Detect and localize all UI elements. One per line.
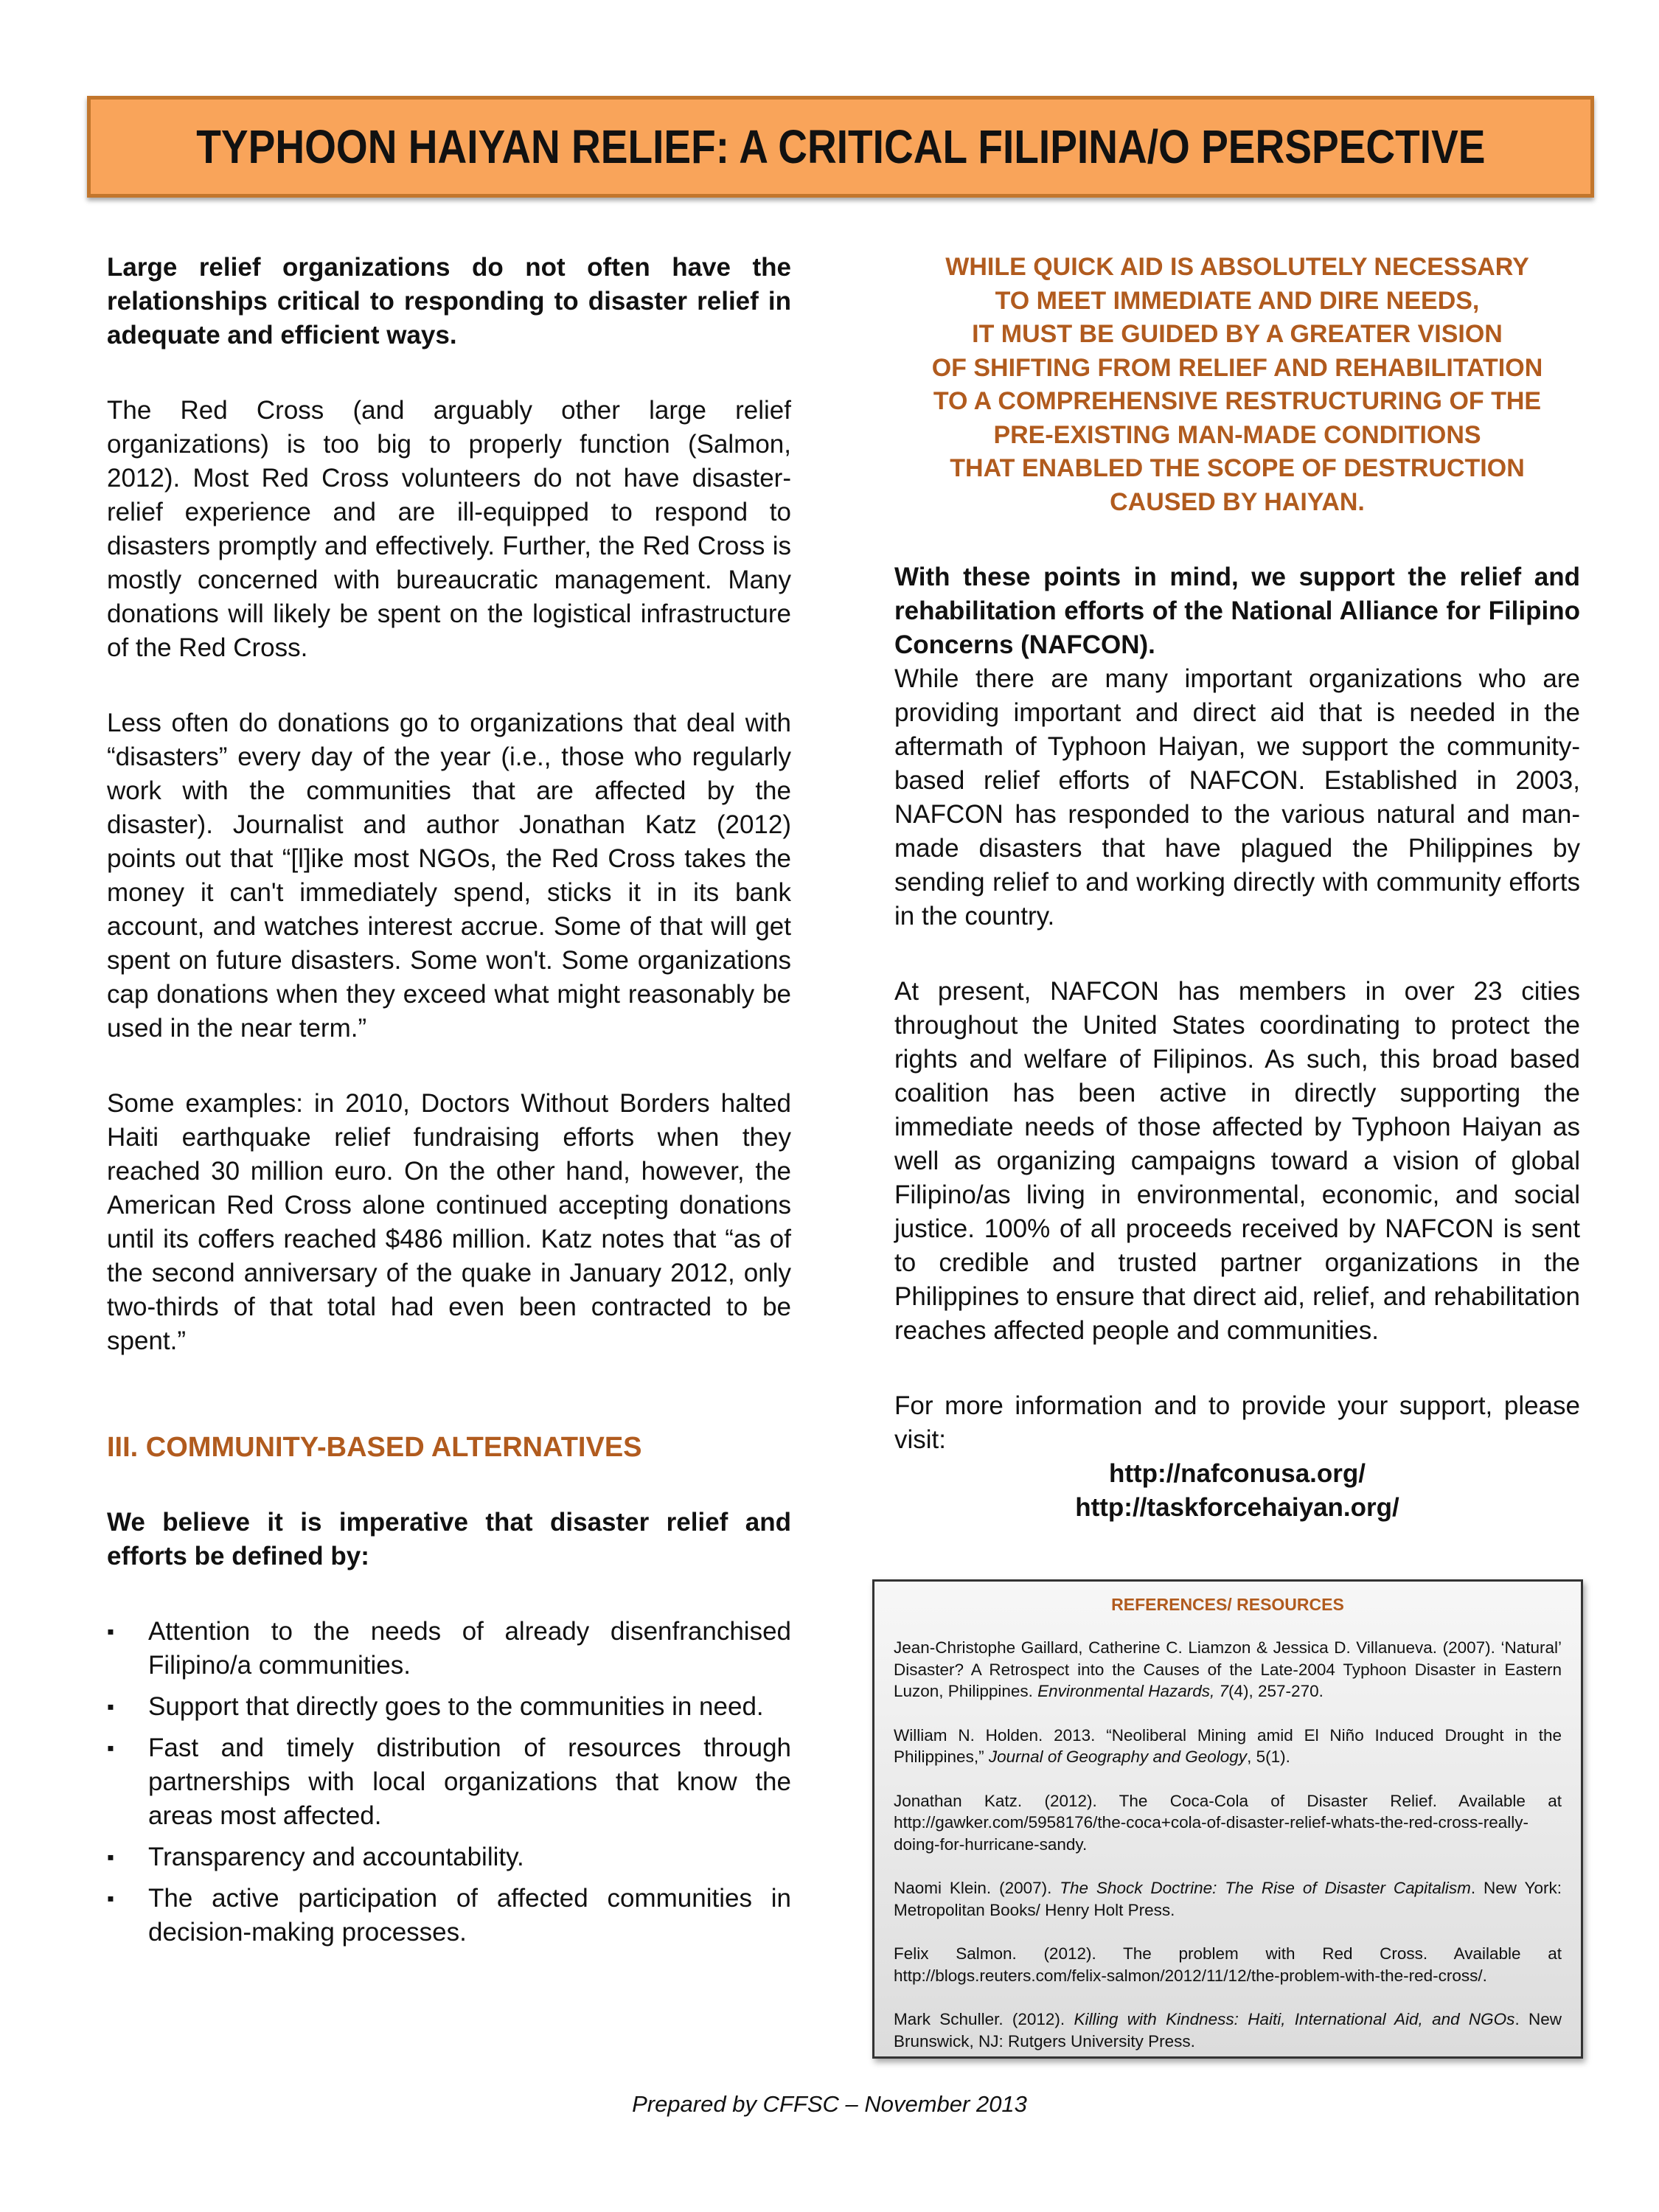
more-info: For more information and to provide your support, please visit: xyxy=(894,1391,1580,1454)
reference-item: William N. Holden. 2013. “Neoliberal Mining amid El Niño Induced Drought in the Philippines,” Journal of Geography and Geology, 5(1). xyxy=(894,1725,1562,1766)
list-item: ▪ Transparency and accountability. xyxy=(107,1840,791,1874)
right-column xyxy=(894,251,1580,1525)
list-item: ▪ Fast and timely distribution of resources through partnerships with local organizations that know the areas most affected. xyxy=(107,1731,791,1833)
reference-item: Mark Schuller. (2012). Killing with Kindness: Haiti, International Aid, and NGOs. New Brunswick, NJ: Rutgers University Press. xyxy=(894,2010,1562,2051)
links-block xyxy=(894,1457,1580,1525)
reference-item: Naomi Klein. (2007). The Shock Doctrine: The Rise of Disaster Capitalism. New York: Metropolitan Books/ Henry Holt Press. xyxy=(894,1879,1562,1919)
present-paragraph: At present, NAFCON has members in over 23 cities throughout the United States coordinating to protect the rights and welfare of Filipinos. As such, this broad based coalition has been active in directly supporting the immediate needs of those affected by Typhoon Haiyan as well as organizing campaigns toward a vision of global Filipino/as living in environmental, economic, and social justice. 100% of all proceeds received by NAFCON is sent to credible and trusted partner organizations in the Philippines to ensure that direct aid, relief, and rehabilitation reaches affected people and communities. xyxy=(894,977,1580,1345)
principles-list xyxy=(107,1615,791,1950)
intro-paragraph: Large relief organizations do not often have the relationships critical to responding to disaster relief in adequate and efficient ways. xyxy=(107,253,791,349)
list-item: ▪ Support that directly goes to the communities in need. xyxy=(107,1690,791,1724)
page-title: TYPHOON HAIYAN RELIEF: A CRITICAL FILIPINA/O PERSPECTIVE xyxy=(195,120,1486,173)
support-statement: With these points in mind, we support the relief and rehabilitation efforts of the National Alliance for Filipino Concerns (NAFCON). xyxy=(894,563,1580,659)
bullet-icon: ▪ xyxy=(107,1695,114,1718)
reference-item: Jonathan Katz. (2012). The Coca-Cola of Disaster Relief. Available at http://gawker.com/5958176/the-coca+cola-of-disaster-relief-whats-the-red-cross-really-doing-for-hurricane-sandy. xyxy=(894,1791,1562,1854)
bullet-icon: ▪ xyxy=(107,1887,114,1910)
list-item: ▪ The active participation of affected communities in decision-making processes. xyxy=(107,1882,791,1950)
support-body: While there are many important organizations who are providing important and direct aid that is needed in the aftermath of Typhoon Haiyan, we support the community-based relief efforts of NAFCON. Established in 2003, NAFCON has responded to the various natural and man-made disasters that have plagued the Philippines by sending relief to and working directly with community efforts in the country. xyxy=(894,664,1580,931)
footer-credit: Prepared by CFFSC – November 2013 xyxy=(632,2091,1027,2117)
bullet-icon: ▪ xyxy=(107,1620,114,1643)
donations-paragraph: Less often do donations go to organizations that deal with “disasters” every day of the year (i.e., those who regularly work with the communities that are affected by the disaster). Journalist and author Jonathan Katz (2012) points out that “[l]ike most NGOs, the Red Cross takes the money it can't immediately spend, sticks it in its bank account, and watches interest accrue. Some of that will get spent on future disasters. Some won't. Some organizations cap donations when they exceed what might reasonably be used in the near term.” xyxy=(107,709,791,1043)
reference-item: Jean-Christophe Gaillard, Catherine C. Liamzon & Jessica D. Villanueva. (2007). ‘Natural’ Disaster? A Retrospect into the Causes of the Late-2004 Typhoon Disaster in Eastern Luzon, Philippines. Environmental Hazards, 7(4), 257-270. xyxy=(894,1638,1562,1700)
taskforce-link[interactable]: http://taskforcehaiyan.org/ xyxy=(1075,1493,1399,1522)
bullet-icon: ▪ xyxy=(107,1846,114,1868)
reference-item: Felix Salmon. (2012). The problem with Red Cross. Available at http://blogs.reuters.com/felix-salmon/2012/11/12/the-problem-with-the-red-cross/. xyxy=(894,1944,1562,1985)
bullet-icon: ▪ xyxy=(107,1736,114,1759)
references-heading: REFERENCES/ RESOURCES xyxy=(1111,1595,1344,1614)
belief-statement: We believe it is imperative that disaster relief and efforts be defined by: xyxy=(107,1508,791,1571)
red-cross-paragraph: The Red Cross (and arguably other large relief organizations) is too big to properly function (Salmon, 2012). Most Red Cross volunteers do not have disaster-relief experience and are ill-equipped to respond to disasters promptly and effectively. Further, the Red Cross is mostly concerned with bureaucratic management. Many donations will likely be spent on the logistical infrastructure of the Red Cross. xyxy=(107,396,791,662)
list-item: ▪ Attention to the needs of already disenfranchised Filipino/a communities. xyxy=(107,1615,791,1683)
nafcon-link[interactable]: http://nafconusa.org/ xyxy=(1108,1459,1366,1488)
examples-paragraph: Some examples: in 2010, Doctors Without Borders halted Haiti earthquake relief fundraising efforts when they reached 30 million euro. On the other hand, however, the American Red Cross alone continued accepting donations until its coffers reached $486 million. Katz notes that “as of the second anniversary of the quake in January 2012, only two-thirds of that total had even been contracted to be spent.” xyxy=(107,1089,791,1355)
references-box xyxy=(872,1579,1583,2059)
pull-quote: WHILE QUICK AID IS ABSOLUTELY NECESSARY TO MEET IMMEDIATE AND DIRE NEEDS, IT MUST BE GUIDED BY A GREATER VISION OF SHIFTING FROM RELIEF AND REHABILITATION TO A COMPREHENSIVE RESTRUCTURING OF THE PRE-EXISTING MAN-MADE CONDITIONS THAT ENABLED THE SCOPE OF DESTRUCTION CAUSED BY HAIYAN. xyxy=(931,253,1543,516)
left-column xyxy=(107,251,791,1957)
section-heading: III. COMMUNITY-BASED ALTERNATIVES xyxy=(107,1432,642,1463)
title-banner xyxy=(87,96,1594,198)
